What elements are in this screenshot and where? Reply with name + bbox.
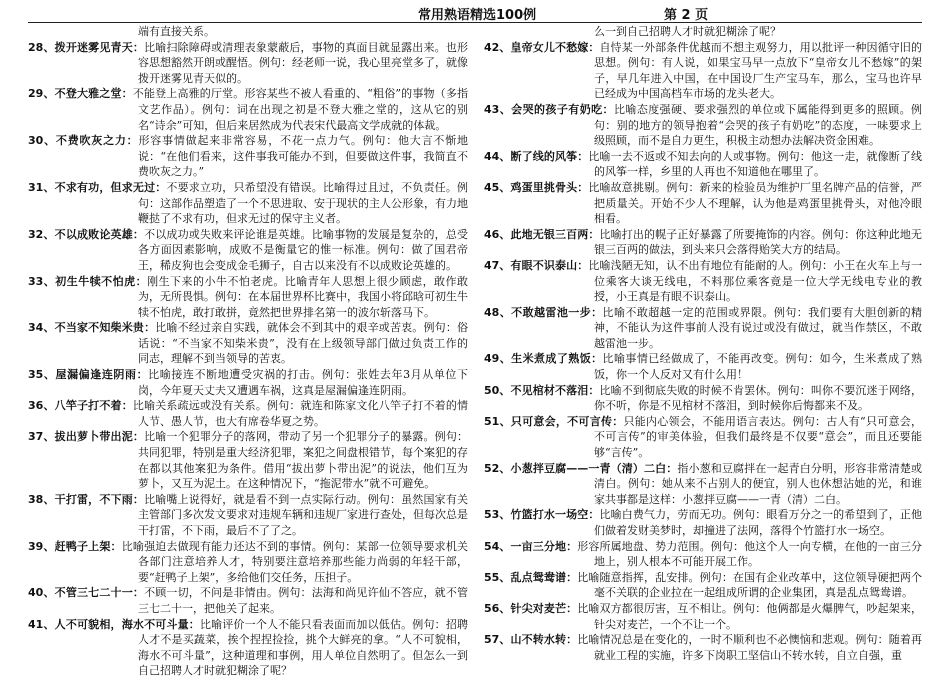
idiom-entry xyxy=(484,570,922,601)
idiom-entry xyxy=(28,180,468,227)
left-entry-list xyxy=(28,40,468,679)
idiom-entry xyxy=(484,383,922,414)
idiom-entry xyxy=(484,414,922,461)
idiom-entry xyxy=(484,102,922,149)
idiom-term: 49、生米煮成了熟饭： xyxy=(484,352,603,366)
idiom-term: 48、不敢越雷池一步： xyxy=(484,305,603,319)
idiom-explanation: 不顾一切，不问是非情由。例句：法海和尚见许仙不答应，就不管三七二十一，把他关了起来。 xyxy=(138,586,469,615)
idiom-entry xyxy=(484,40,922,102)
idiom-explanation: 比喻关系疏远或没有关系。例句：就连和陈家文化八竿子打不着的情人节、愚人节，也大有席卷华夏之势。 xyxy=(132,399,469,428)
idiom-term: 37、拔出萝卜带出泥： xyxy=(28,430,145,444)
idiom-entry xyxy=(28,492,468,539)
idiom-term: 45、鸡蛋里挑骨头： xyxy=(484,180,589,194)
idiom-term: 55、乱点鸳鸯谱： xyxy=(484,570,578,584)
idiom-entry xyxy=(484,507,922,538)
idiom-term: 50、不见棺材不落泪： xyxy=(484,383,600,397)
idiom-entry xyxy=(484,258,922,305)
idiom-explanation: 刚生下来的小牛不怕老虎。比喻青年人思想上很少顾虑，敢作敢为，无所畏惧。例句：在本届世界杯比赛中，我国小将邱晗可初生牛犊不怕虎，敢打敢拼，竟然把世界排名第一的波尔斩落马下。 xyxy=(138,274,468,319)
document-title: 常用熟语精选100例 xyxy=(418,8,537,23)
idiom-entry xyxy=(484,539,922,570)
page-number: 第 2 页 xyxy=(664,8,709,23)
idiom-explanation: 比喻事情已经做成了，不能再改变。例句：如今，生米煮成了熟饭，你一个人反对又有什么用！ xyxy=(594,352,922,382)
idiom-explanation: 比喻一个犯罪分子的落网，带动了另一个犯罪分子的暴露。例句：共同犯罪，特别是重大经济犯罪，案犯之间盘根错节，每个案犯的存在都以其他案犯为条件。借用“拔出萝卜带出泥”的说法，他们互为萝卜，又互为泥土。在这种情况下，“拖泥带水”就不可避免。 xyxy=(138,430,469,491)
idiom-explanation: 形容事情做起来非常容易，不花一点力气。例句：他大言不惭地说：“在他们看来，这件事我可能办不到，但要做这件事，我简直不费吹灰之力。” xyxy=(138,134,468,179)
idiom-explanation: 比喻不敢超越一定的范围或界限。例句：我们要有大胆创新的精神，不能认为这件事前人没有说过或没有做过，就当作禁区，不敢越雷池一步。 xyxy=(594,305,922,350)
idiom-explanation: 不能登上高雅的厅堂。形容某些不被人看重的、“粗俗”的事物（多指文艺作品）。例句：词在出现之初是不登大雅之堂的，这从它的别名“诗余”可知，但后来居然成为代表宋代最高文学成就的体裁。 xyxy=(132,87,468,132)
left-column xyxy=(28,24,468,679)
right-column xyxy=(484,24,922,663)
idiom-term: 30、不费吹灰之力： xyxy=(28,134,139,148)
idiom-term: 29、不登大雅之堂： xyxy=(28,87,133,101)
idiom-term: 51、只可意会，不可言传： xyxy=(484,414,624,428)
idiom-explanation: 比喻随意指挥，乱安排。例句：在国有企业改革中，这位领导硬把两个毫不关联的企业拉在一起组成所谓的企业集团，真是乱点鸳鸯谱。 xyxy=(577,570,922,600)
idiom-term: 40、不管三七二十一： xyxy=(28,586,145,600)
idiom-entry xyxy=(28,40,468,87)
idiom-explanation: 指小葱和豆腐拌在一起青白分明，形容非常清楚或清白。例句：她从来不占别人的便宜，别人也休想沾她的光，和谁家共事都是这样：小葱拌豆腐——一青（清）二白。 xyxy=(594,461,923,506)
idiom-explanation: 比喻不到彻底失败的时候不肯罢休。例句：叫你不要沉迷于网络，你不听，你是不见棺材不落泪，到时候你后悔都来不及。 xyxy=(594,383,922,413)
idiom-term: 56、针尖对麦芒： xyxy=(484,601,578,615)
idiom-term: 32、不以成败论英雄： xyxy=(28,227,145,241)
idiom-explanation: 比喻态度强硬、要求强烈的单位或下属能得到更多的照顾。例句：别的地方的领导抱着“会哭的孩子有奶吃”的态度，一味要求上级照顾，而不是自力更生，积极主动想办法解决资金困难。 xyxy=(594,102,923,148)
idiom-term: 42、皇帝女儿不愁嫁： xyxy=(484,40,600,54)
right-entry-list xyxy=(484,40,922,664)
idiom-term: 54、一亩三分地： xyxy=(484,539,578,553)
idiom-explanation: 比喻嘴上说得好，就是看不到一点实际行动。例句：虽然国家有关主管部门多次发文要求对违规车辆和违规厂家进行查处，但每次总是干打雷，不下雨，最后不了了之。 xyxy=(138,492,469,537)
idiom-entry xyxy=(28,617,468,679)
idiom-entry xyxy=(28,539,468,586)
idiom-entry xyxy=(484,149,922,180)
idiom-entry xyxy=(484,461,922,508)
idiom-entry xyxy=(484,351,922,382)
idiom-term: 33、初生牛犊不怕虎： xyxy=(28,274,148,288)
idiom-entry xyxy=(484,632,922,663)
header-rule xyxy=(28,22,922,23)
idiom-entry xyxy=(28,227,468,274)
idiom-term: 43、会哭的孩子有奶吃： xyxy=(484,102,614,116)
idiom-entry xyxy=(28,585,468,616)
idiom-term: 57、山不转水转： xyxy=(484,633,578,647)
idiom-term: 53、竹篮打水一场空： xyxy=(484,508,600,522)
idiom-term: 31、不求有功，但求无过： xyxy=(28,180,167,194)
idiom-entry xyxy=(28,320,468,367)
idiom-explanation: 比喻情况总是在变化的，一时不顺利也不必懊恼和悲观。例句：随着再就业工程的实施，许多下岗职工坚信山不转水转，自立自强，重 xyxy=(577,633,922,662)
idiom-term: 35、屋漏偏逢连阴雨： xyxy=(28,368,149,382)
idiom-entry xyxy=(28,133,468,180)
idiom-entry xyxy=(484,227,922,258)
idiom-explanation: 不要求立功，只希望没有错误。比喻得过且过，不负责任。例句：这部作品塑造了一个不思进取、安于现状的主人公形象，有力地鞭挞了不求有功，但求无过的保守主义者。 xyxy=(138,180,468,226)
idiom-explanation: 比喻一去不返或不知去向的人或事物。例句：他这一走，就像断了线的风筝一样，乡里的人再也不知道他在哪里了。 xyxy=(588,149,922,179)
idiom-explanation: 比喻双方都很厉害，互不相让。例句：他俩都是火爆脾气，吵起架来，针尖对麦芒，一个不让一个。 xyxy=(577,601,922,631)
continued-text: 么一到自己招聘人才时就犯糊涂了呢？ xyxy=(594,25,781,38)
idiom-explanation: 比喻评价一个人不能只看表面而加以低估。例句：招聘人才不是买蔬菜，挨个捏捏捡捡，挑个大鲜亮的拿。“人不可貌相，海水不可斗量”，这种道理和事例，用人单位自然明了。但怎么一到自己招聘人才时就犯糊涂了呢？ xyxy=(138,617,468,678)
idiom-explanation: 比喻不经过亲自实践，就体会不到其中的艰辛或苦衷。例句：俗话说：“不当家不知柴米贵”，没有在上级领导部门做过负责工作的同志，理解不到当领导的苦衷。 xyxy=(138,321,468,366)
idiom-explanation: 比喻浅陋无知，认不出有地位有能耐的人。例句：小王在火车上与一位乘客大谈无线电，不料那位乘客竟是一位大学无线电专业的教授，小王真是有眼不识泰山。 xyxy=(588,258,922,304)
idiom-term: 28、拨开迷雾见青天： xyxy=(28,40,145,54)
idiom-explanation: 比喻打出的幌子正好暴露了所要掩饰的内容。例句：你这种此地无银三百两的做法，到头来只会落得贻笑大方的结局。 xyxy=(594,227,922,257)
idiom-entry xyxy=(28,367,468,398)
idiom-entry xyxy=(28,429,468,491)
idiom-explanation: 比喻强迫去做现有能力还达不到的事情。例句：某部一位领导要求机关各部门注意培养人才，特别要注意培养那些能力尚弱的年轻干部，要“赶鸭子上架”，多给他们交任务，压担子。 xyxy=(121,539,468,584)
idiom-entry xyxy=(484,180,922,227)
idiom-entry xyxy=(28,86,468,133)
idiom-entry xyxy=(28,398,468,429)
idiom-term: 47、有眼不识泰山： xyxy=(484,258,589,272)
idiom-term: 41、人不可貌相，海水不可斗量： xyxy=(28,617,200,631)
continued-text: 端有直接关系。 xyxy=(138,25,215,38)
idiom-explanation: 比喻扫除障碍或清理表象蒙蔽后，事物的真面目就显露出来。也形容思想豁然开朗或醒悟。例句：经老师一说，我心里亮堂多了，就像拨开迷雾见青天似的。 xyxy=(138,40,469,85)
idiom-term: 46、此地无银三百两： xyxy=(484,227,600,241)
idiom-term: 44、断了线的风筝： xyxy=(484,149,589,163)
idiom-explanation: 自恃某一外部条件优越而不想主观努力，用以批评一种因循守旧的思想。例句：有人说，如果宝马早一点放下“皇帝女儿不愁嫁”的架子，早几年进入中国，在中国设厂生产宝马车，那么，宝马也许早已经成为中国高档车市场的龙头老大。 xyxy=(594,40,922,101)
page-header xyxy=(0,4,950,22)
idiom-term: 36、八竿子打不着： xyxy=(28,399,133,413)
idiom-term: 34、不当家不知柴米贵： xyxy=(28,321,156,335)
idiom-explanation: 比喻白费气力，劳而无功。例句：眼看万分之一的希望到了，正他们做着发财美梦时，却撞进了法网，落得个竹篮打水一场空。 xyxy=(594,508,922,537)
idiom-entry xyxy=(484,601,922,632)
idiom-explanation: 不以成功或失败来评论谁是英雄。比喻事物的发展是复杂的，总受各方面因素影响，成败不是衡量它的惟一标准。例句：做了国君帝王，稀皮狗也会变成金毛狮子，自古以来没有不以成败论英雄的。 xyxy=(138,227,469,272)
idiom-explanation: 只能内心领会，不能用语言表达。例句：古人有“只可意会，不可言传”的审美体验，但我们最终是不仅要“意会”，而且还要能够“言传”。 xyxy=(594,414,923,460)
idiom-explanation: 比喻接连不断地遭受灾祸的打击。例句：张姓去年3月从单位下岗，今年夏天丈夫又遭遇车祸，这真是屋漏偏逢连阴雨。 xyxy=(138,368,468,397)
idiom-entry xyxy=(484,305,922,352)
idiom-term: 38、干打雷，不下雨： xyxy=(28,492,145,506)
idiom-explanation: 形容所属地盘、势力范围。例句：他这个人一向专横，在他的一亩三分地上，别人根本不可能开展工作。 xyxy=(577,539,922,569)
idiom-term: 52、小葱拌豆腐——一青（清）二白： xyxy=(484,461,678,475)
idiom-term: 39、赶鸭子上架： xyxy=(28,539,122,553)
idiom-explanation: 比喻故意挑剔。例句：新来的检验员为维护厂里名牌产品的信誉，严把质量关。开始不少人不理解，认为他是鸡蛋里挑骨头，对他冷眼相看。 xyxy=(588,180,922,226)
idiom-entry xyxy=(28,274,468,321)
